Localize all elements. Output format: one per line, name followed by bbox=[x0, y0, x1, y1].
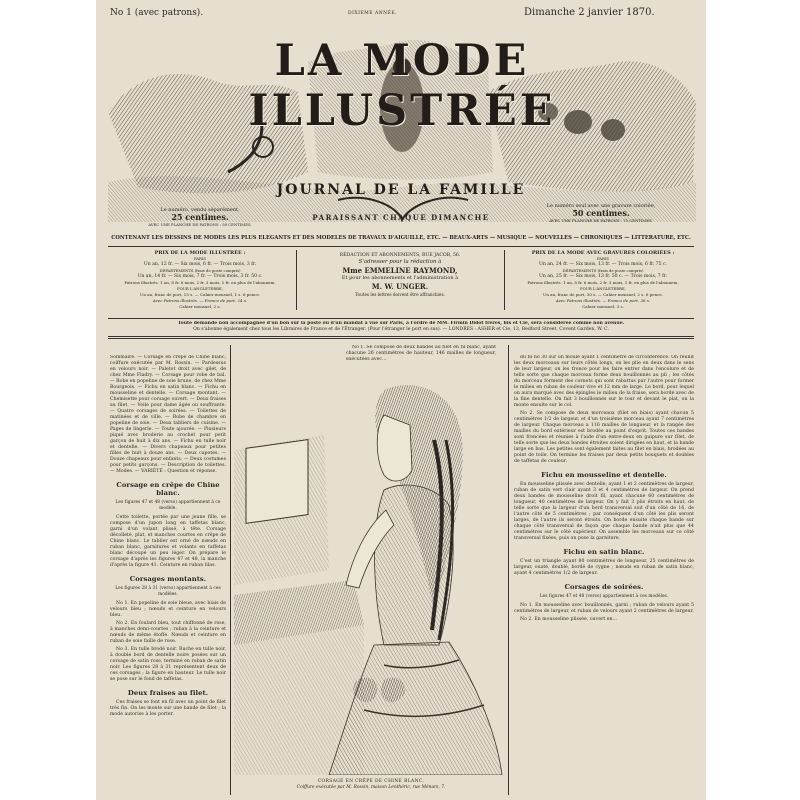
prices-left-line: PARIS bbox=[194, 256, 206, 261]
prices-right-line: Un an, 25 fr. — Six mois, 13 fr. 50 c. — Trois mois, 7 fr. bbox=[539, 274, 667, 279]
notice-line: Toute demande non accompagnée d'un bon sur la poste ou d'un mandat à vue sur Paris, à l'ordre de MM. Firmin Didot frères, fils et Cie, sera considérée comme non avenue. bbox=[177, 321, 625, 326]
header-rule bbox=[108, 246, 694, 247]
column-rule bbox=[504, 250, 505, 310]
right-price-note: AVEC UNE PLANCHE DE PATRONS : 75 CENTIMES. bbox=[549, 218, 653, 223]
left-price-line: Le numéro, vendu séparément, bbox=[160, 207, 240, 213]
masthead-title: LA MODE ILLUSTRÉE bbox=[248, 36, 556, 136]
article-paragraph: No 1. En popeline de soie bleue, avec biais de velours bleu ; nœuds et ceinture en velours bleu. bbox=[110, 601, 226, 618]
article-heading: Fichu en mousseline et dentelle. bbox=[541, 471, 667, 479]
left-price-amount: 25 centimes. bbox=[171, 212, 229, 222]
prices-mid bbox=[302, 252, 498, 300]
notice-rule bbox=[108, 338, 694, 339]
column-left bbox=[110, 355, 226, 795]
prices-left-line: Patrons illustrés. 1 an, 8 fr. 6 mois, 2 fr. 3 mois, 1 fr. en plus de l'abonnem. bbox=[124, 280, 276, 285]
weekly-label: PARAISSANT CHAQUE DIMANCHE bbox=[312, 213, 490, 222]
year-label: DIXIÈME ANNÉE. bbox=[348, 11, 398, 16]
article-heading: Corsages de soirées. bbox=[564, 583, 644, 591]
article-paragraph: No 2. En mousseline plissée, ouvert en... bbox=[520, 617, 618, 622]
article-subheading: Les figures 28 à 31 (verso) appartiennent à ces modèles. bbox=[115, 586, 221, 597]
prices-right-line: Un an, franc de port, 30 s. — Cahier mensuel, 2 s. 6 pence. bbox=[542, 292, 664, 297]
contents-line: CONTENANT LES DESSINS DE MODES LES PLUS ÉLÉGANTS ET DES MODÈLES DE TRAVAUX D'AIGUILLE, ETC. — BEAUX-ARTS — MUSIQUE — NOUVELLES — CHRONIQUES — LITTÉRATURE, ETC. bbox=[111, 235, 691, 241]
prices-left-line: POUR L'ANGLETERRE, bbox=[177, 286, 223, 291]
right-price-block bbox=[536, 203, 666, 224]
fashion-illustration bbox=[234, 380, 504, 775]
article-heading: Corsages montants. bbox=[129, 575, 207, 583]
prices-right-line: Cahier mensuel, 3 s. bbox=[582, 304, 624, 309]
prices-right-line: PARIS bbox=[597, 256, 609, 261]
article-paragraph: No 1. Se compose de deux bandes au filet en fil blanc, ayant chacune 26 centimètres de hauteur, 146 mailles de longueur, exécutées avec... bbox=[346, 345, 496, 362]
prices-right-title: PRIX DE LA MODE AVEC GRAVURES COLORIÉES : bbox=[531, 250, 675, 256]
prices-left-line: Cahier mensuel, 2 s. bbox=[179, 304, 221, 309]
prices-left-line: Un an, 12 fr. — Six mois, 6 fr. — Trois mois, 3 fr. bbox=[143, 262, 257, 267]
sommaire: Sommaire. — Corsage en crêpe de Chine blanc, coiffure exécutée par M. Rossin. — Pardessus en velours noir. — Paletot droit avec gilet, de chez Mme Fladry. — Corsage pour robe de bal. — Robe en popeline de soie brune, de chez Mme Bourgeois. — Fichu en satin blanc. — Fichu en mousseline et dentelle. — Corsage montant. — Chemisette pour corsage ouvert. — Deux fraises au filet. — Voile pour dame âgée ou souffrante. — Quatre corsages de soirées. — Toilettes de matinées et de ville. — Robe de chambre en popeline de soie. — Deux tabliers de cuisine. — Pages de lingerie. — Toute ajourée. — Plusieurs piqué avec broderie au crochet pour petit garçon de huit à dix ans. — Fichu en tulle noir et dentelle. — Divers chapeaux pour petites filles de huit à douze ans. — Deux capotes. — Douze chapeaux pour enfants. — Deux costumes pour petits garçons. — Description de toilettes. — Modes. — VARIÉTÉ : Question et réponse. bbox=[110, 355, 226, 474]
article-paragraph: No 1. En mousseline avec bouillonnés, garni ; ruban de velours ayant 5 centimètres de largeur, et ruban de velours ayant 2 centimètres de largeur. bbox=[514, 603, 694, 614]
column-middle-text bbox=[346, 345, 496, 377]
notice-line: On s'abonne également chez tous les Libraires de France et de l'Étranger. (Pour l'étranger le port en sus). — LONDRES : ASHER et Cie, 13, Bedford Street, Covent Garden, W. C. bbox=[193, 327, 609, 332]
notice-rule bbox=[108, 336, 694, 337]
prices-mid-admin: M. W. UNGER. bbox=[371, 282, 429, 291]
prices-mid-line: S'adresser pour la rédaction à bbox=[358, 259, 442, 265]
article-subheading: Les figures 47 et 48 (verso) appartiennent à ce modèle. bbox=[115, 500, 221, 511]
illustration-credit: Coiffure exécutée par M. Rossin, maison Lenthéric, rue Ménars, 7. bbox=[296, 784, 446, 790]
prices-left-line: DÉPARTEMENTS (frais de poste compris) bbox=[159, 268, 241, 273]
article-heading: Deux fraises au filet. bbox=[127, 689, 209, 697]
article-subheading: Les figures 47 et 48 (verso) appartiennent à ces modèles. bbox=[539, 594, 669, 599]
article-heading: Fichu en satin blanc. bbox=[563, 548, 645, 556]
prices-right bbox=[508, 250, 698, 309]
article-paragraph: No 3. En tulle brodé noir. Ruche en tulle noir, à double bord de dentelle noire posées sur un corsage de satin rose, terminé en ruban de satin noir. Les figures 28 à 31 représentent deux de ces corsages ; la figure en hauteur. Le tulle noir se pose sur le fond de taffetas. bbox=[110, 647, 226, 682]
column-rule bbox=[296, 250, 297, 310]
prices-mid-line: Et pour les abonnements et l'administration à bbox=[341, 275, 459, 281]
article-paragraph: No 2. En foulard bleu, tout chiffonné de rose, à manches demi-courtes ; ruban à la ceinture et nœuds de même étoffe. Nœuds et ceinture en ruban de soie faille de rose. bbox=[110, 621, 226, 644]
illustration-caption: CORSAGE EN CRÊPE DE CHINE BLANC. bbox=[317, 779, 425, 784]
prices-right-line: Un an, 24 fr. — Six mois, 13 fr. — Trois mois, 6 fr. 75 c. bbox=[539, 262, 667, 267]
prices-left-line: Un an, franc de port, 15 s. — Cahier mensuel, 1 s. 6 pence. bbox=[139, 292, 261, 297]
prices-mid-line: RÉDACTION ET ABONNEMENTS, RUE JACOB, 56. bbox=[339, 253, 461, 258]
prices-mid-editor: Mme EMMELINE RAYMOND, bbox=[342, 266, 458, 275]
prices-left-title: PRIX DE LA MODE ILLUSTRÉE : bbox=[154, 250, 246, 256]
notice bbox=[110, 321, 692, 333]
article-paragraph: No 2. Se compose de deux morceaux (filet en biais) ayant chacun 5 centimètres 1/2 de largeur, et d'un troisième morceau ayant 7 centimètres de largeur. Chaque morceau a 116 mailles de longueur, et la rangée des mailles du bord extérieur est brodée au point d'esprit. Toutes ces bandes sont froncées et réunies à l'aide d'un entre-deux en guipure sur filet, de telle sorte que les deux bandes étroites soient dirigées en haut, et la bande large en bas. Les petites sont également faites au filet en biais, brodées au point de toile. On termine les fraises par deux petits bouquets et doubles de taffetas de couleur. bbox=[514, 411, 694, 464]
right-price-amount: 50 centimes. bbox=[572, 208, 630, 218]
left-price-block bbox=[140, 207, 260, 228]
prices-right-line: POUR L'ANGLETERRE, bbox=[580, 286, 626, 291]
article-paragraph: En mousseline plissée avec dentelle, ayant 1 et 2 centimètres de largeur, ruban de satin vert clair ayant 3 et 4 centimètres de largeur. On prend deux bandes de mousseline droit fil, ayant chacune 60 centimètres de longueur, 40 centimètres de largeur. On y fait 3 plis étroits en haut, de telle sorte que la largeur d'un bord transversal soit d'un côté de 16, de l'autre côté de 5 centimètres ; par conséquent d'un côté les plis seront larges, de l'autre ils seront étroits. On borde ensuite chaque bande sur chaque côté transversal de façon que chaque bande n'ait plus que 44 centimètres sur le côté supérieur. On assemble les morceaux sur ce côté transversal fixées, puis on pose la garniture. bbox=[514, 482, 694, 541]
issue-date: Dimanche 2 janvier 1870. bbox=[524, 7, 655, 18]
right-price-line: Le numéro seul avec une gravure coloriée, bbox=[546, 203, 656, 209]
illustration-caption-block bbox=[246, 779, 496, 790]
column-rule bbox=[230, 345, 231, 795]
article-paragraph: Ces fraises se font en fil avec un point de filet très fin. On les monte sur une bande de filet ; la mode autorise à les porter. bbox=[110, 700, 226, 717]
prices-left-line: Un an, 14 fr. — Six mois, 7 fr. — Trois mois, 3 fr. 50 c. bbox=[137, 274, 263, 279]
article-paragraph: Cette toilette, portée par une jeune fille, se compose d'un jupon long en taffetas blanc, garni d'un volant plissé, à tête. Corsage décolleté, plat, et manches courtes en crêpe de Chine blanc. Le tablier est orné de nœuds en ruban blanc, garnitures et volants en taffetas blanc découpé un peu léger. On prépare le corsage d'après les figures 47 et 48, la manche d'après la figure 41. Ceinture en ruban lilas. bbox=[110, 515, 226, 568]
notice-rule bbox=[108, 318, 694, 319]
newspaper-page bbox=[96, 0, 706, 800]
prices-left-line: Avec Patrons illustrés. — Franco de port, 24 s. bbox=[152, 298, 248, 303]
prices-right-line: Patrons illustrés. 1 an, 8 fr. 6 mois, 2 fr. 3 mois, 1 fr. en plus de l'abonnem. bbox=[527, 280, 679, 285]
article-paragraph: du fil no 30 sur un moule ayant 1 centimètre de circonférence. On réunit les deux morceaux sur leurs côtés longs, on les plie en deux dans le sens de leur largeur, on les fronce pour les faire entrer dans l'encolure et de telle sorte que chaque morceau forme deux bouillonnés au pli ; les côtés du morceau forment des cornets qui sont rabattus par l'autre pour former le milieu en ruban de couleur vive et 12 mm de large. Le bord, pour lequel on aura marqué avec des épingles le milieu de la fraise, sera bordé avec de la fine dentelle. On fait 3 bouillonnés sur le tour et devant le plat, on la monte ensuite sur le col. bbox=[514, 355, 694, 408]
article-paragraph: C'est un triangle ayant 80 centimètres de longueur, 25 centimètres de largeur, ouaté, doublé, bordé de cygne ; nœuds en ruban de satin blanc, ayant 4 centimètres 1/2 de largeur. bbox=[514, 559, 694, 576]
masthead-subtitle: JOURNAL DE LA FAMILLE bbox=[276, 182, 526, 198]
column-rule bbox=[508, 345, 509, 795]
article-heading: Corsage en crêpe de Chine blanc. bbox=[116, 481, 220, 497]
left-price-note: AVEC UNE PLANCHE DE PATRONS : 50 CENTIMES. bbox=[148, 222, 252, 227]
prices-right-line: Avec Patrons illustrés. — Franco de port, 36 s. bbox=[555, 298, 651, 303]
prices-left bbox=[110, 250, 290, 309]
prices-right-line: DÉPARTEMENTS (frais de poste compris) bbox=[562, 268, 644, 273]
prices-mid-line: Toutes les lettres doivent être affranchies. bbox=[355, 292, 445, 297]
issue-number: No 1 (avec patrons). bbox=[110, 8, 204, 18]
column-right bbox=[514, 355, 694, 795]
